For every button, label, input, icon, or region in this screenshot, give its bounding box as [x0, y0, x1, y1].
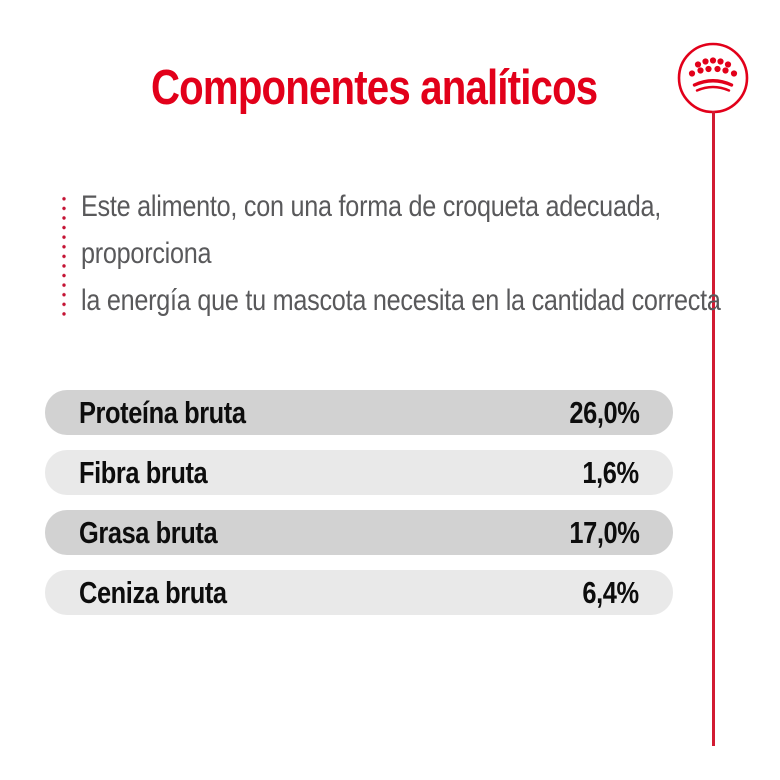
component-label-text: Ceniza bruta	[79, 574, 227, 610]
intro-line-2-text: proporciona	[81, 237, 212, 270]
component-label-text: Fibra bruta	[79, 454, 208, 490]
component-value	[570, 455, 639, 491]
component-label	[79, 575, 259, 611]
component-value-text: 6,4%	[582, 574, 639, 610]
component-label-text: Proteína bruta	[79, 394, 246, 430]
component-label-text: Grasa bruta	[79, 514, 218, 550]
intro-paragraph	[81, 183, 721, 324]
component-label	[79, 455, 235, 491]
table-row	[45, 450, 673, 495]
component-value	[570, 575, 639, 611]
component-value-text: 1,6%	[582, 454, 639, 490]
table-row	[45, 570, 673, 615]
component-value-text: 26,0%	[568, 394, 639, 430]
intro-line-3	[81, 277, 721, 324]
table-row	[45, 510, 673, 555]
intro-line-2	[81, 230, 721, 277]
intro-line-1	[81, 183, 721, 230]
component-label	[79, 395, 282, 431]
royal-canin-crown-icon	[675, 40, 751, 116]
dotted-accent-line	[62, 194, 66, 318]
component-label	[79, 515, 248, 551]
table-row	[45, 390, 673, 435]
intro-line-1-text: Este alimento, con una forma de croqueta adecuada,	[81, 190, 661, 223]
component-value-text: 17,0%	[568, 514, 639, 550]
component-value	[554, 395, 639, 431]
page-title-text: Componentes analíticos	[150, 61, 598, 115]
intro-line-3-text: la energía que tu mascota necesita en la cantidad correcta	[81, 284, 721, 317]
page-title	[0, 62, 748, 114]
component-value	[554, 515, 639, 551]
analytical-components-table	[45, 390, 673, 630]
